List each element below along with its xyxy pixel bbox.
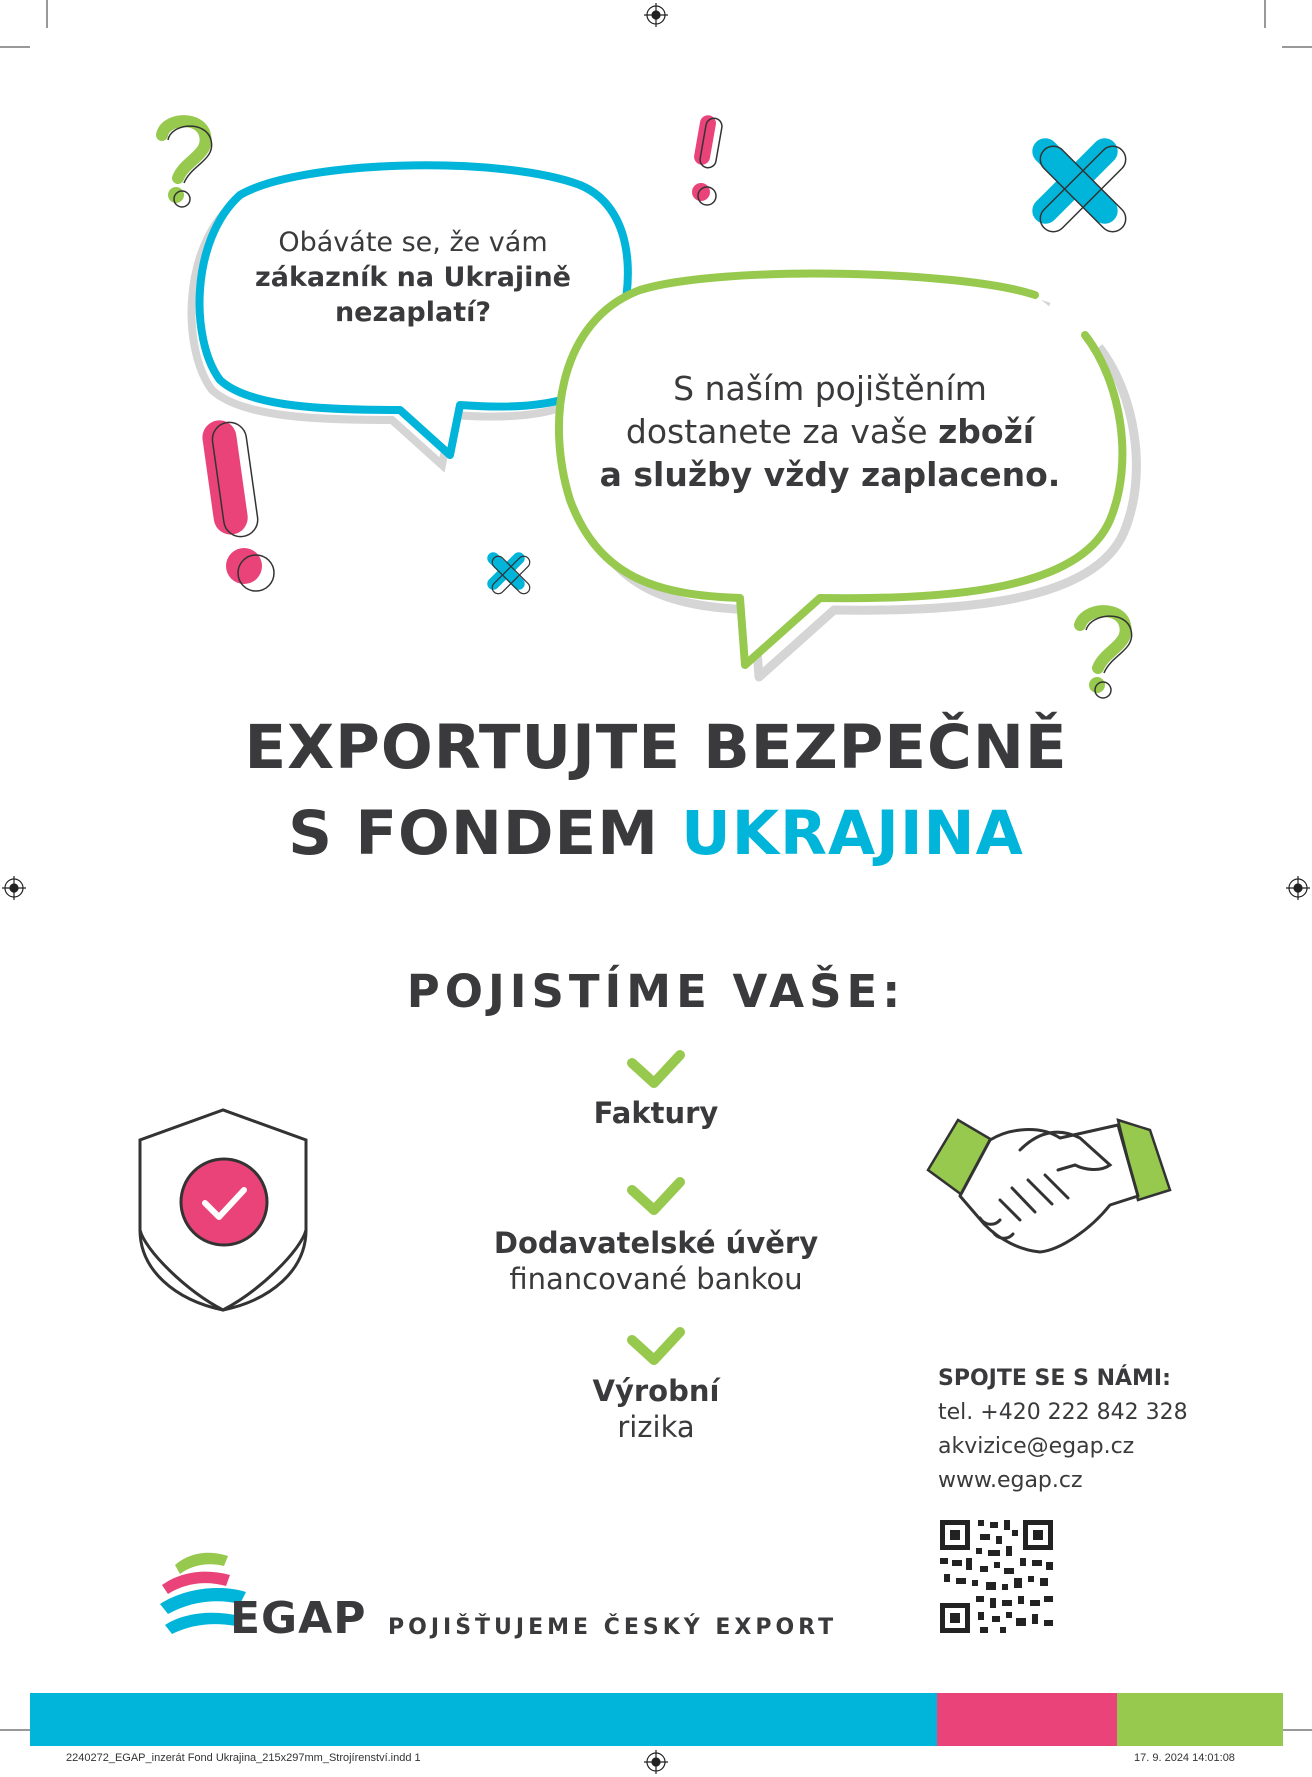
list-item — [456, 1225, 856, 1298]
answer-line-2-bold: zboží — [938, 411, 1035, 451]
checkmark-icon — [632, 1332, 680, 1360]
question-line-3: nezaplatí? — [334, 297, 492, 329]
tagline: POJIŠŤUJEME ČESKÝ EXPORT — [388, 1615, 838, 1640]
qr-code-icon — [940, 1520, 1053, 1633]
list-item — [456, 1095, 856, 1131]
question-line-1: Obáváte se, že vám — [278, 227, 548, 258]
item-title: Faktury — [593, 1096, 719, 1130]
contact-email[interactable]: akvizice@egap.cz — [938, 1434, 1135, 1459]
footer-bar-green — [1117, 1693, 1283, 1746]
question-mark-icon — [162, 121, 212, 207]
footer-bar-blue — [30, 1693, 937, 1746]
contact-phone[interactable]: tel. +420 222 842 328 — [938, 1400, 1188, 1425]
slug-filename: 2240272_EGAP_inzerát Fond Ukrajina_215x297mm_Strojírenství.indd 1 — [66, 1752, 421, 1764]
headline-line-2 — [0, 798, 1312, 869]
exclamation-icon — [692, 114, 723, 205]
handshake-icon — [928, 1120, 1170, 1252]
item-title: Dodavatelské úvěry — [493, 1226, 819, 1260]
headline-line-2-plain: S FONDEM — [288, 798, 682, 869]
cross-icon — [485, 550, 532, 596]
exclamation-icon — [200, 418, 274, 591]
slug-date: 17. 9. 2024 14:01:08 — [1134, 1752, 1235, 1764]
question-mark-icon — [1080, 611, 1132, 698]
answer-bubble-text — [590, 368, 1070, 497]
headline-line-1: EXPORTUJTE BEZPEČNĚ — [244, 712, 1068, 783]
item-title: Výrobní — [592, 1374, 720, 1408]
checkmark-icon — [632, 1055, 680, 1083]
item-subtitle: rizika — [617, 1410, 695, 1445]
subheading: POJISTÍME VAŠE: — [406, 965, 906, 1018]
footer-bar-pink — [937, 1693, 1117, 1746]
list-item — [456, 1373, 856, 1446]
question-line-2: zákazník na Ukrajině — [255, 262, 571, 294]
answer-line-2-plain: dostanete za vaše — [625, 411, 939, 451]
logo-text: EGAP — [230, 1593, 367, 1644]
contact-heading: SPOJTE SE S NÁMI: — [938, 1366, 1171, 1391]
headline-accent: UKRAJINA — [681, 798, 1024, 869]
item-subtitle: financované bankou — [509, 1262, 803, 1297]
answer-line-3: a služby vždy zaplaceno. — [599, 454, 1061, 494]
question-bubble-text — [228, 225, 598, 330]
contact-web[interactable]: www.egap.cz — [938, 1468, 1083, 1493]
cross-icon — [1027, 133, 1131, 237]
shield-check-icon — [140, 1110, 306, 1310]
answer-line-1: S naším pojištěním — [673, 369, 987, 408]
checkmark-icon — [632, 1182, 680, 1210]
contact-block — [938, 1362, 1188, 1498]
